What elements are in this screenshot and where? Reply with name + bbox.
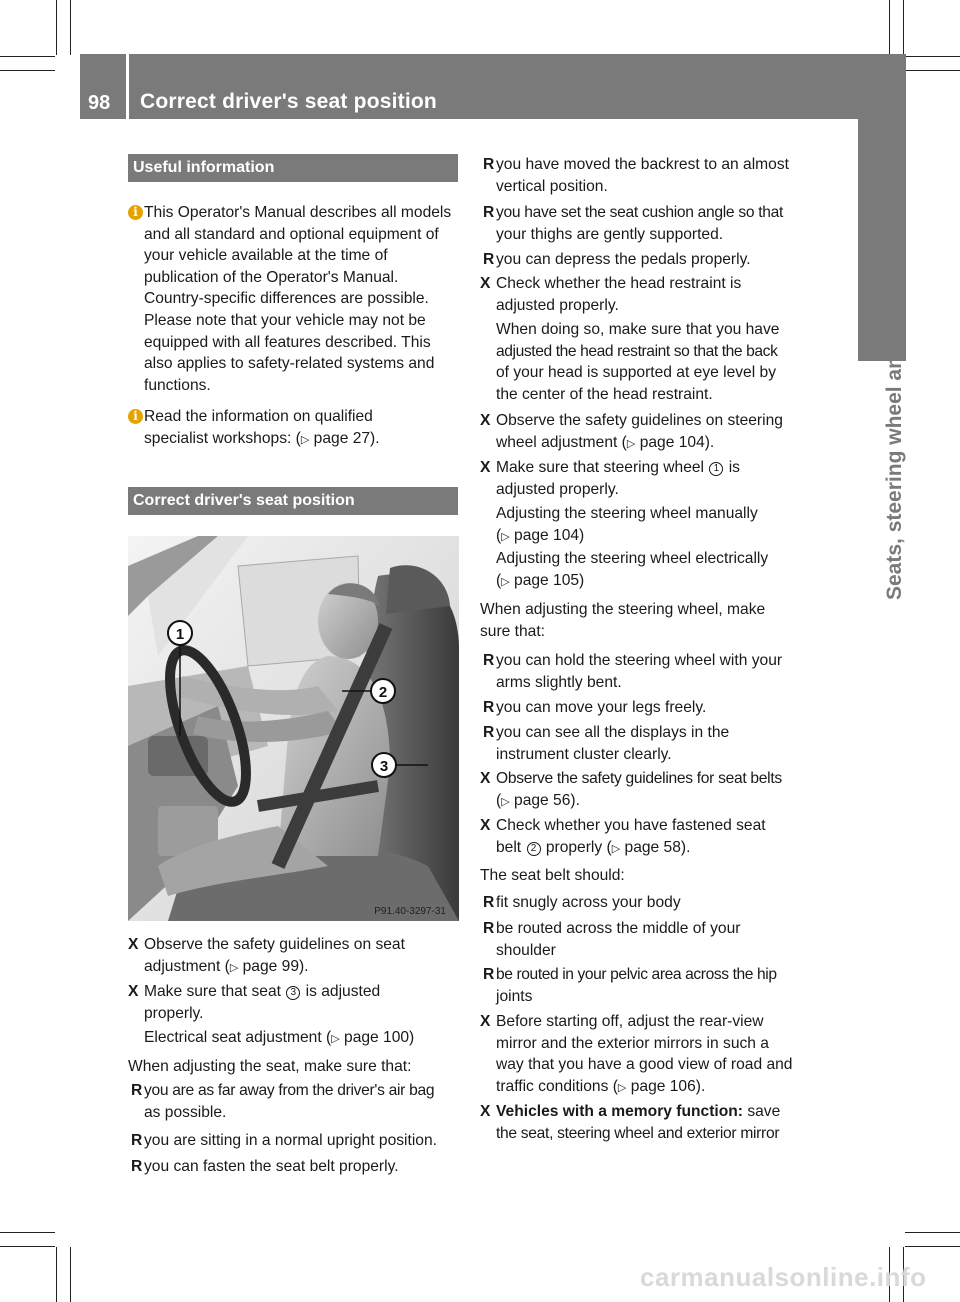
step-text: Before starting off, adjust the rear-view bbox=[496, 1013, 764, 1030]
crop-mark bbox=[905, 1246, 960, 1247]
step-text: traffic conditions ( bbox=[496, 1077, 618, 1095]
crop-mark bbox=[889, 0, 890, 55]
paragraph: When adjusting the seat, make sure that: bbox=[128, 1058, 412, 1075]
step-text: adjusted properly. bbox=[496, 480, 619, 498]
bullet-text: be routed across the middle of your bbox=[496, 920, 741, 937]
bullet-marker: R bbox=[483, 894, 495, 911]
bullet-marker: R bbox=[483, 966, 495, 983]
step-text: wheel adjustment ( bbox=[496, 433, 627, 451]
step-marker: X bbox=[480, 817, 491, 834]
bullet-marker: R bbox=[131, 1082, 143, 1099]
step-text: Observe the safety guidelines on seat bbox=[144, 936, 405, 953]
section-heading: Correct driver's seat position bbox=[128, 487, 458, 515]
step bbox=[480, 273, 814, 406]
crop-mark bbox=[70, 0, 71, 55]
page-title: Correct driver's seat position bbox=[140, 90, 437, 113]
bullet-text: you can fasten the seat belt properly. bbox=[144, 1158, 399, 1175]
useful-info-heading: Useful information bbox=[128, 154, 458, 182]
step-text: of your head is supported at eye level by bbox=[496, 364, 776, 382]
step-text: the center of the head restraint. bbox=[496, 385, 713, 403]
driver-seat-illustration bbox=[128, 536, 459, 921]
info-text: This Operator's Manual describes all models and all standard and optional equipment of your vehicle available at the time of publication of the Operator's Manual. Country-specific differences are possible. Please note that your vehicle may not be equipped with all features described. This also applies to safety-related systems and functions. bbox=[144, 204, 452, 394]
step bbox=[480, 768, 814, 813]
info-note bbox=[128, 202, 460, 396]
step-text: adjusted the head restraint so that the back bbox=[496, 342, 778, 360]
page-link[interactable]: page 106). bbox=[630, 1077, 706, 1095]
crop-mark bbox=[0, 1246, 55, 1247]
step-text: way that you have a good view of road and bbox=[496, 1056, 793, 1074]
page-link[interactable]: page 100) bbox=[344, 1029, 415, 1047]
bullet-text: joints bbox=[496, 987, 533, 1005]
step-marker: X bbox=[480, 770, 491, 787]
bullet-item bbox=[480, 154, 814, 197]
crop-mark bbox=[0, 70, 55, 71]
step-text: When doing so, make sure that you have bbox=[496, 321, 780, 339]
bullet-text: you can hold the steering wheel with your bbox=[496, 652, 783, 669]
step-text: Adjusting the steering wheel manually bbox=[496, 505, 758, 523]
step-text: is adjusted bbox=[305, 983, 381, 1000]
header-divider bbox=[126, 54, 129, 119]
crop-mark bbox=[905, 56, 960, 57]
bullet-marker: R bbox=[483, 156, 495, 173]
step bbox=[128, 981, 460, 1051]
step-text: properly. bbox=[144, 1004, 204, 1022]
figure-code: P91.40-3297-31 bbox=[374, 906, 446, 917]
paragraph-text: sure that: bbox=[480, 622, 546, 640]
page-link[interactable]: page 56). bbox=[514, 791, 580, 809]
step-label: Vehicles with a memory function: bbox=[496, 1103, 743, 1120]
paren: ( bbox=[496, 526, 502, 544]
step-marker: X bbox=[480, 1013, 491, 1030]
bullet-item bbox=[128, 1080, 460, 1123]
bullet-marker: R bbox=[131, 1132, 143, 1149]
bullet-marker: R bbox=[483, 920, 495, 937]
step-text: adjusted properly. bbox=[496, 296, 619, 314]
page-link[interactable]: page 27). bbox=[313, 429, 380, 447]
page-ref-icon: ▷ bbox=[611, 842, 621, 855]
crop-mark bbox=[70, 1247, 71, 1302]
page-number: 98 bbox=[88, 92, 111, 114]
page-ref-icon: ▷ bbox=[501, 795, 510, 808]
page-link[interactable]: page 105) bbox=[514, 571, 585, 589]
bullet-text: as possible. bbox=[144, 1103, 227, 1121]
callout-ref-2: 2 bbox=[527, 842, 541, 856]
page-link[interactable]: page 99). bbox=[242, 957, 309, 975]
step-text: save bbox=[747, 1103, 781, 1120]
crop-mark bbox=[905, 70, 960, 71]
crop-mark bbox=[905, 1232, 960, 1233]
bullet-item bbox=[128, 1130, 460, 1152]
step-text: mirror and the exterior mirrors in such a bbox=[496, 1034, 769, 1052]
step-marker: X bbox=[480, 275, 491, 292]
callout-2: 2 bbox=[378, 684, 388, 701]
bullet-item bbox=[480, 918, 814, 961]
watermark: carmanualsonline.info bbox=[640, 1262, 927, 1292]
step-text: Make sure that steering wheel bbox=[496, 459, 705, 476]
step-text: Observe the safety guidelines on steering bbox=[496, 412, 783, 429]
callout-3: 3 bbox=[379, 758, 389, 775]
bullet-text: you are sitting in a normal upright position. bbox=[144, 1132, 437, 1149]
page-ref-icon: ▷ bbox=[501, 530, 510, 543]
page-link[interactable]: page 104). bbox=[639, 433, 715, 451]
step-text: properly ( bbox=[545, 838, 612, 856]
callout-1: 1 bbox=[175, 626, 185, 643]
step-marker: X bbox=[128, 983, 139, 1000]
info-text: Read the information on qualified bbox=[144, 408, 373, 425]
step-text: belt bbox=[496, 838, 522, 856]
step-text: Check whether you have fastened seat bbox=[496, 817, 766, 834]
crop-mark bbox=[0, 1232, 55, 1233]
step-text: Observe the safety guidelines for seat belts bbox=[496, 770, 782, 787]
step-text: is bbox=[728, 459, 740, 476]
page-ref-icon: ▷ bbox=[331, 1033, 340, 1046]
bullet-marker: R bbox=[131, 1158, 143, 1175]
driver-seat-figure bbox=[128, 536, 459, 921]
bullet-text: fit snugly across your body bbox=[496, 894, 681, 911]
step bbox=[128, 934, 460, 979]
bullet-text: be routed in your pelvic area across the hip bbox=[496, 966, 777, 983]
step-text: Check whether the head restraint is bbox=[496, 275, 742, 292]
bullet-text: vertical position. bbox=[496, 177, 608, 195]
page-ref-icon: ▷ bbox=[626, 437, 636, 450]
bullet-text: your thighs are gently supported. bbox=[496, 225, 724, 243]
bullet-item bbox=[480, 650, 814, 693]
bullet-item bbox=[128, 1156, 460, 1178]
info-note bbox=[128, 406, 460, 451]
bullet-item bbox=[480, 892, 814, 914]
bullet-item bbox=[480, 202, 814, 245]
step bbox=[480, 410, 814, 455]
step bbox=[480, 457, 814, 594]
bullet-item bbox=[480, 964, 814, 1007]
bullet-item bbox=[480, 697, 814, 719]
crop-mark bbox=[56, 0, 57, 55]
bullet-text: you can depress the pedals properly. bbox=[496, 251, 751, 268]
step-text: Electrical seat adjustment ( bbox=[144, 1029, 332, 1047]
step-marker: X bbox=[480, 412, 491, 429]
bullet-marker: R bbox=[483, 251, 495, 268]
step-marker: X bbox=[480, 459, 491, 476]
chapter-title: Seats, steering wheel and mirrors bbox=[883, 263, 906, 600]
step-text: the seat, steering wheel and exterior mirror bbox=[496, 1124, 780, 1142]
bullet-marker: R bbox=[483, 699, 495, 716]
paragraph-text: When adjusting the steering wheel, make bbox=[480, 601, 766, 618]
bullet-text: you have set the seat cushion angle so that bbox=[496, 204, 784, 221]
bullet-item bbox=[480, 249, 814, 271]
step-marker: X bbox=[128, 936, 139, 953]
bullet-item bbox=[480, 722, 814, 765]
paragraph: The seat belt should: bbox=[480, 867, 625, 884]
paren: ( bbox=[496, 571, 502, 589]
bullet-text: arms slightly bent. bbox=[496, 673, 622, 691]
step-marker: X bbox=[480, 1103, 491, 1120]
crop-mark bbox=[0, 56, 55, 57]
step bbox=[480, 1011, 814, 1099]
bullet-text: you are as far away from the driver's air bag bbox=[144, 1082, 435, 1099]
info-icon: i bbox=[128, 409, 143, 424]
step bbox=[480, 815, 814, 860]
bullet-marker: R bbox=[483, 724, 495, 741]
crop-mark bbox=[903, 0, 904, 55]
page-ref-icon: ▷ bbox=[617, 1081, 627, 1094]
bullet-text: you have moved the backrest to an almost bbox=[496, 156, 789, 173]
paren: ( bbox=[496, 791, 502, 809]
bullet-marker: R bbox=[483, 204, 495, 221]
step-text: adjustment ( bbox=[144, 957, 230, 975]
paragraph bbox=[480, 599, 814, 642]
page-link[interactable]: page 58). bbox=[624, 838, 691, 856]
info-icon: i bbox=[128, 205, 143, 220]
step-text: Adjusting the steering wheel electrically bbox=[496, 550, 769, 568]
step bbox=[480, 1101, 814, 1144]
callout-ref-3: 3 bbox=[286, 986, 300, 1000]
step-text: Make sure that seat bbox=[144, 983, 281, 1000]
info-text: specialist workshops: ( bbox=[144, 429, 301, 447]
page-ref-icon: ▷ bbox=[501, 575, 510, 588]
page-ref-icon: ▷ bbox=[229, 961, 239, 974]
page-link[interactable]: page 104) bbox=[514, 526, 585, 544]
crop-mark bbox=[56, 1247, 57, 1302]
bullet-text: shoulder bbox=[496, 941, 556, 959]
bullet-marker: R bbox=[483, 652, 495, 669]
callout-ref-1: 1 bbox=[709, 462, 723, 476]
bullet-text: you can move your legs freely. bbox=[496, 699, 707, 716]
bullet-text: you can see all the displays in the bbox=[496, 724, 730, 741]
page-ref-icon: ▷ bbox=[300, 433, 310, 446]
bullet-text: instrument cluster clearly. bbox=[496, 745, 672, 763]
